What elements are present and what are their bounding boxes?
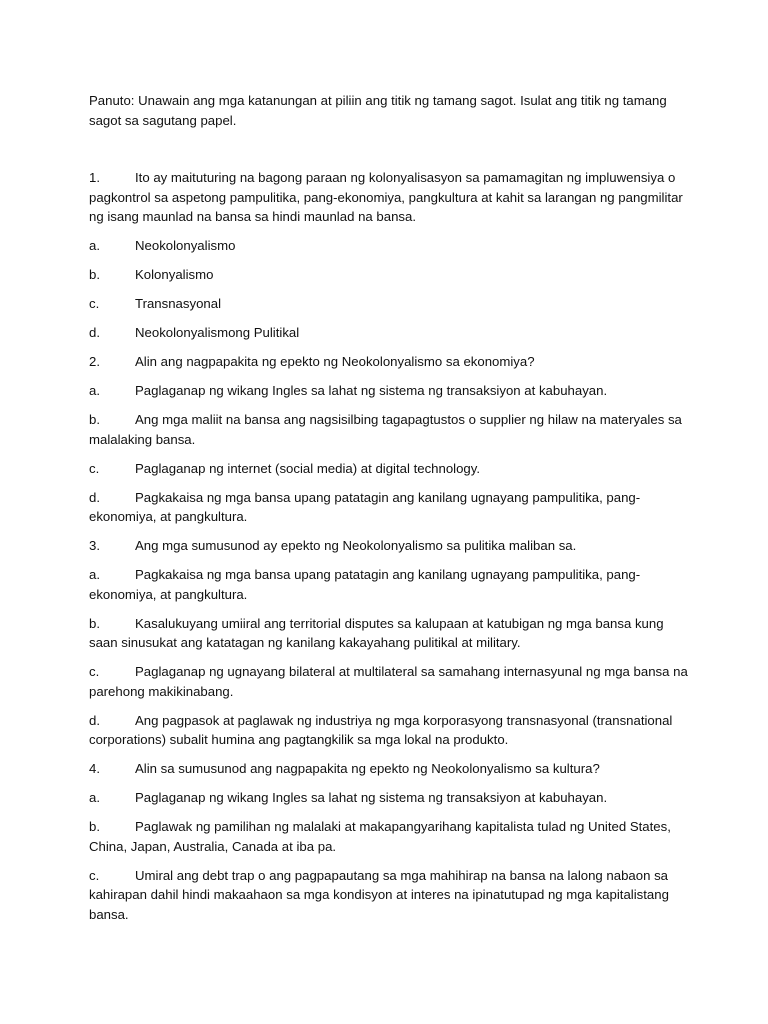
choice-letter: c.: [89, 664, 100, 679]
choice-letter: b.: [89, 819, 100, 834]
answer-choice: [89, 711, 689, 750]
question-number: 2.: [89, 354, 100, 369]
question-text: Ito ay maituturing na bagong paraan ng kolonyalisasyon sa pamamagitan ng impluwensiya o pagkontrol sa aspetong pampulitika, pang-ekonomiya, pangkultura at kahit sa larangan ng pangmilitar ng isang maunlad na bansa sa hindi maunlad na bansa.: [89, 170, 683, 224]
question-item: [89, 168, 689, 227]
choice-text: Paglaganap ng internet (social media) at digital technology.: [135, 460, 481, 476]
choice-letter: a.: [89, 790, 100, 805]
answer-choice: [89, 323, 689, 343]
answer-choice: [89, 614, 689, 653]
choice-letter: c.: [89, 867, 100, 883]
question-item: [89, 759, 689, 779]
question-number: 4.: [89, 761, 100, 776]
question-text: Ang mga sumusunod ay epekto ng Neokolonyalismo sa pulitika maliban sa.: [135, 538, 577, 553]
question-list: [89, 168, 689, 924]
choice-text: Pagkakaisa ng mga bansa upang patatagin ang kanilang ugnayang pampulitika, pang-ekonomiya, at pangkultura.: [89, 567, 641, 602]
answer-choice: [89, 294, 689, 314]
answer-choice: [89, 381, 689, 401]
answer-choice: [89, 488, 689, 527]
choice-text: Umiral ang debt trap o ang pagpapautang sa mga mahihirap na bansa na lalong nabaon sa kahirapan dahil hindi makaahaon sa mga kondisyon at interes na ipinatutupad ng mga kapitalistang bansa.: [89, 867, 669, 922]
choice-text: Ang pagpasok at paglawak ng industriya ng mga korporasyong transnasyonal (transnational corporations) subalit humina ang pagtangkilik sa mga lokal na produkto.: [89, 712, 673, 747]
question-item: [89, 352, 689, 372]
choice-text: Pagkakaisa ng mga bansa upang patatagin ang kanilang ugnayang pampulitika, pang-ekonomiya, at pangkultura.: [89, 489, 641, 524]
answer-choice: [89, 817, 689, 856]
choice-letter: a.: [89, 567, 100, 582]
question-number: 1.: [89, 170, 100, 185]
answer-choice: [89, 459, 689, 479]
choice-letter: b.: [89, 615, 100, 631]
choice-letter: a.: [89, 383, 100, 398]
choice-text: Paglaganap ng ugnayang bilateral at multilateral sa samahang internasyunal ng mga bansa na parehong makikinabang.: [89, 664, 688, 699]
choice-letter: b.: [89, 412, 100, 427]
answer-choice: [89, 236, 689, 256]
answer-choice: [89, 565, 689, 604]
answer-choice: [89, 866, 689, 925]
choice-text: Kasalukuyang umiiral ang territorial disputes sa kalupaan at katubigan ng mga bansa kung saan sinusukat ang katatagan ng kanilang kakayahang pulitikal at military.: [89, 615, 664, 650]
choice-text: Ang mga maliit na bansa ang nagsisilbing tagapagtustos o supplier ng hilaw na materyales sa malalaking bansa.: [89, 412, 682, 447]
answer-choice: [89, 788, 689, 808]
question-number: 3.: [89, 538, 100, 553]
answer-choice: [89, 662, 689, 701]
question-item: [89, 536, 689, 556]
choice-letter: d.: [89, 325, 100, 340]
choice-letter: c.: [89, 460, 100, 476]
choice-text: Paglawak ng pamilihan ng malalaki at makapangyarihang kapitalista tulad ng United States, China, Japan, Australia, Canada at iba pa.: [89, 819, 671, 854]
choice-letter: d.: [89, 712, 100, 728]
choice-text: Paglaganap ng wikang Ingles sa lahat ng sistema ng transaksiyon at kabuhayan.: [135, 383, 608, 398]
choice-letter: c.: [89, 296, 100, 311]
choice-letter: a.: [89, 238, 100, 253]
question-text: Alin ang nagpapakita ng epekto ng Neokolonyalismo sa ekonomiya?: [135, 354, 535, 369]
instructions-text: Panuto: Unawain ang mga katanungan at piliin ang titik ng tamang sagot. Isulat ang titik ng tamang sagot sa sagutang papel.: [89, 93, 667, 128]
question-text: Alin sa sumusunod ang nagpapakita ng epekto ng Neokolonyalismo sa kultura?: [135, 761, 600, 776]
choice-text: Kolonyalismo: [135, 267, 214, 282]
choice-text: Paglaganap ng wikang Ingles sa lahat ng sistema ng transaksiyon at kabuhayan.: [135, 790, 608, 805]
choice-text: Transnasyonal: [135, 296, 222, 311]
choice-letter: b.: [89, 267, 100, 282]
answer-choice: [89, 265, 689, 285]
choice-text: Neokolonyalismong Pulitikal: [135, 325, 300, 340]
document-content: [89, 91, 689, 934]
choice-text: Neokolonyalismo: [135, 238, 236, 253]
answer-choice: [89, 410, 689, 449]
choice-letter: d.: [89, 489, 100, 505]
